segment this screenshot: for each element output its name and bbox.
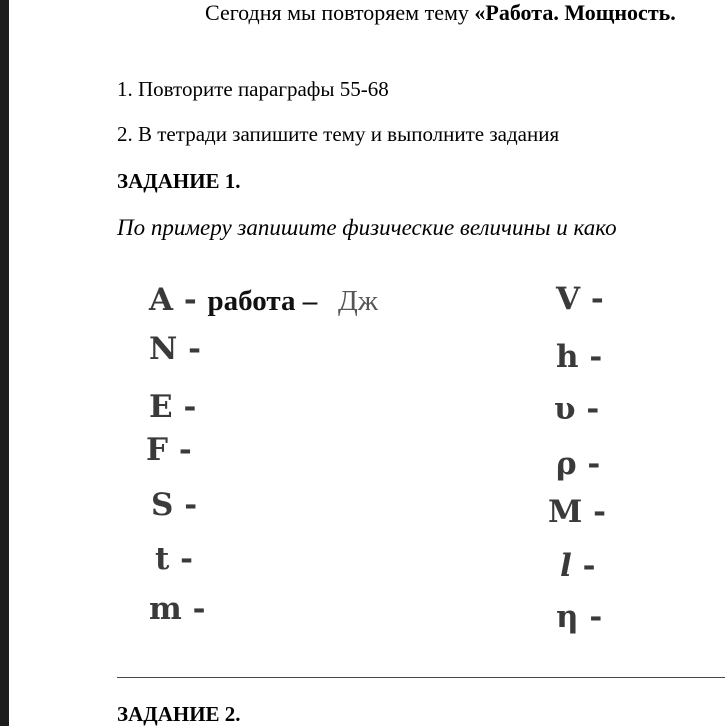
dash: - (590, 281, 604, 317)
quantity-row-e (149, 389, 196, 425)
page-left-edge (0, 0, 9, 726)
symbol: m (149, 591, 182, 627)
step-2: 2. В тетради запишите тему и выполните задания (117, 122, 560, 146)
task-1-instruction: По примеру запишите физические величины и како (117, 215, 617, 240)
quantity-row-v (556, 281, 604, 317)
dash: - (183, 282, 197, 318)
quantity-row-m (149, 591, 205, 627)
quantity-row-eta (556, 599, 602, 635)
symbol: η (556, 599, 579, 635)
dash: - (188, 331, 202, 367)
task-2-heading: ЗАДАНИЕ 2. (117, 702, 241, 726)
dash: - (587, 446, 601, 482)
quantity-row-f (146, 432, 192, 468)
quantity-name: работа – (207, 285, 318, 317)
step-1: 1. Повторите параграфы 55-68 (117, 77, 389, 101)
symbol: ρ (556, 446, 577, 482)
dash: - (582, 548, 596, 584)
dash: - (593, 494, 606, 530)
quantity-row-t (155, 541, 193, 577)
dash: - (183, 389, 197, 425)
symbol: F (146, 432, 169, 468)
quantity-unit: Дж (338, 285, 378, 317)
lesson-title-lead: Сегодня мы повторяем тему (205, 0, 475, 25)
quantity-row-l (560, 548, 595, 584)
dash: - (180, 541, 193, 577)
symbol: M (548, 494, 583, 530)
symbol: N (149, 331, 178, 367)
lesson-title (205, 0, 676, 26)
dash: - (586, 391, 600, 427)
quantity-row-rho (556, 446, 600, 482)
symbol: l (560, 548, 572, 584)
quantity-row-upsilon (554, 391, 599, 427)
dash: - (589, 339, 603, 375)
dash: - (184, 487, 198, 523)
dash: - (192, 591, 206, 627)
quantity-row-n (149, 331, 201, 367)
lesson-topic: «Работа. Мощность. (474, 0, 676, 25)
dash: - (589, 599, 603, 635)
symbol: t (155, 541, 170, 577)
quantity-row-mass-m (548, 494, 606, 530)
symbol: h (556, 339, 579, 375)
dash: - (178, 432, 192, 468)
section-divider (117, 677, 725, 678)
symbol: E (149, 389, 173, 425)
symbol: V (556, 281, 581, 317)
quantity-row-a (149, 282, 378, 319)
symbol: S (151, 487, 174, 523)
symbol: A (149, 282, 174, 318)
task-1-heading: ЗАДАНИЕ 1. (117, 169, 241, 193)
quantity-row-h (556, 339, 602, 375)
quantity-row-s (151, 487, 197, 523)
symbol: υ (554, 391, 576, 427)
